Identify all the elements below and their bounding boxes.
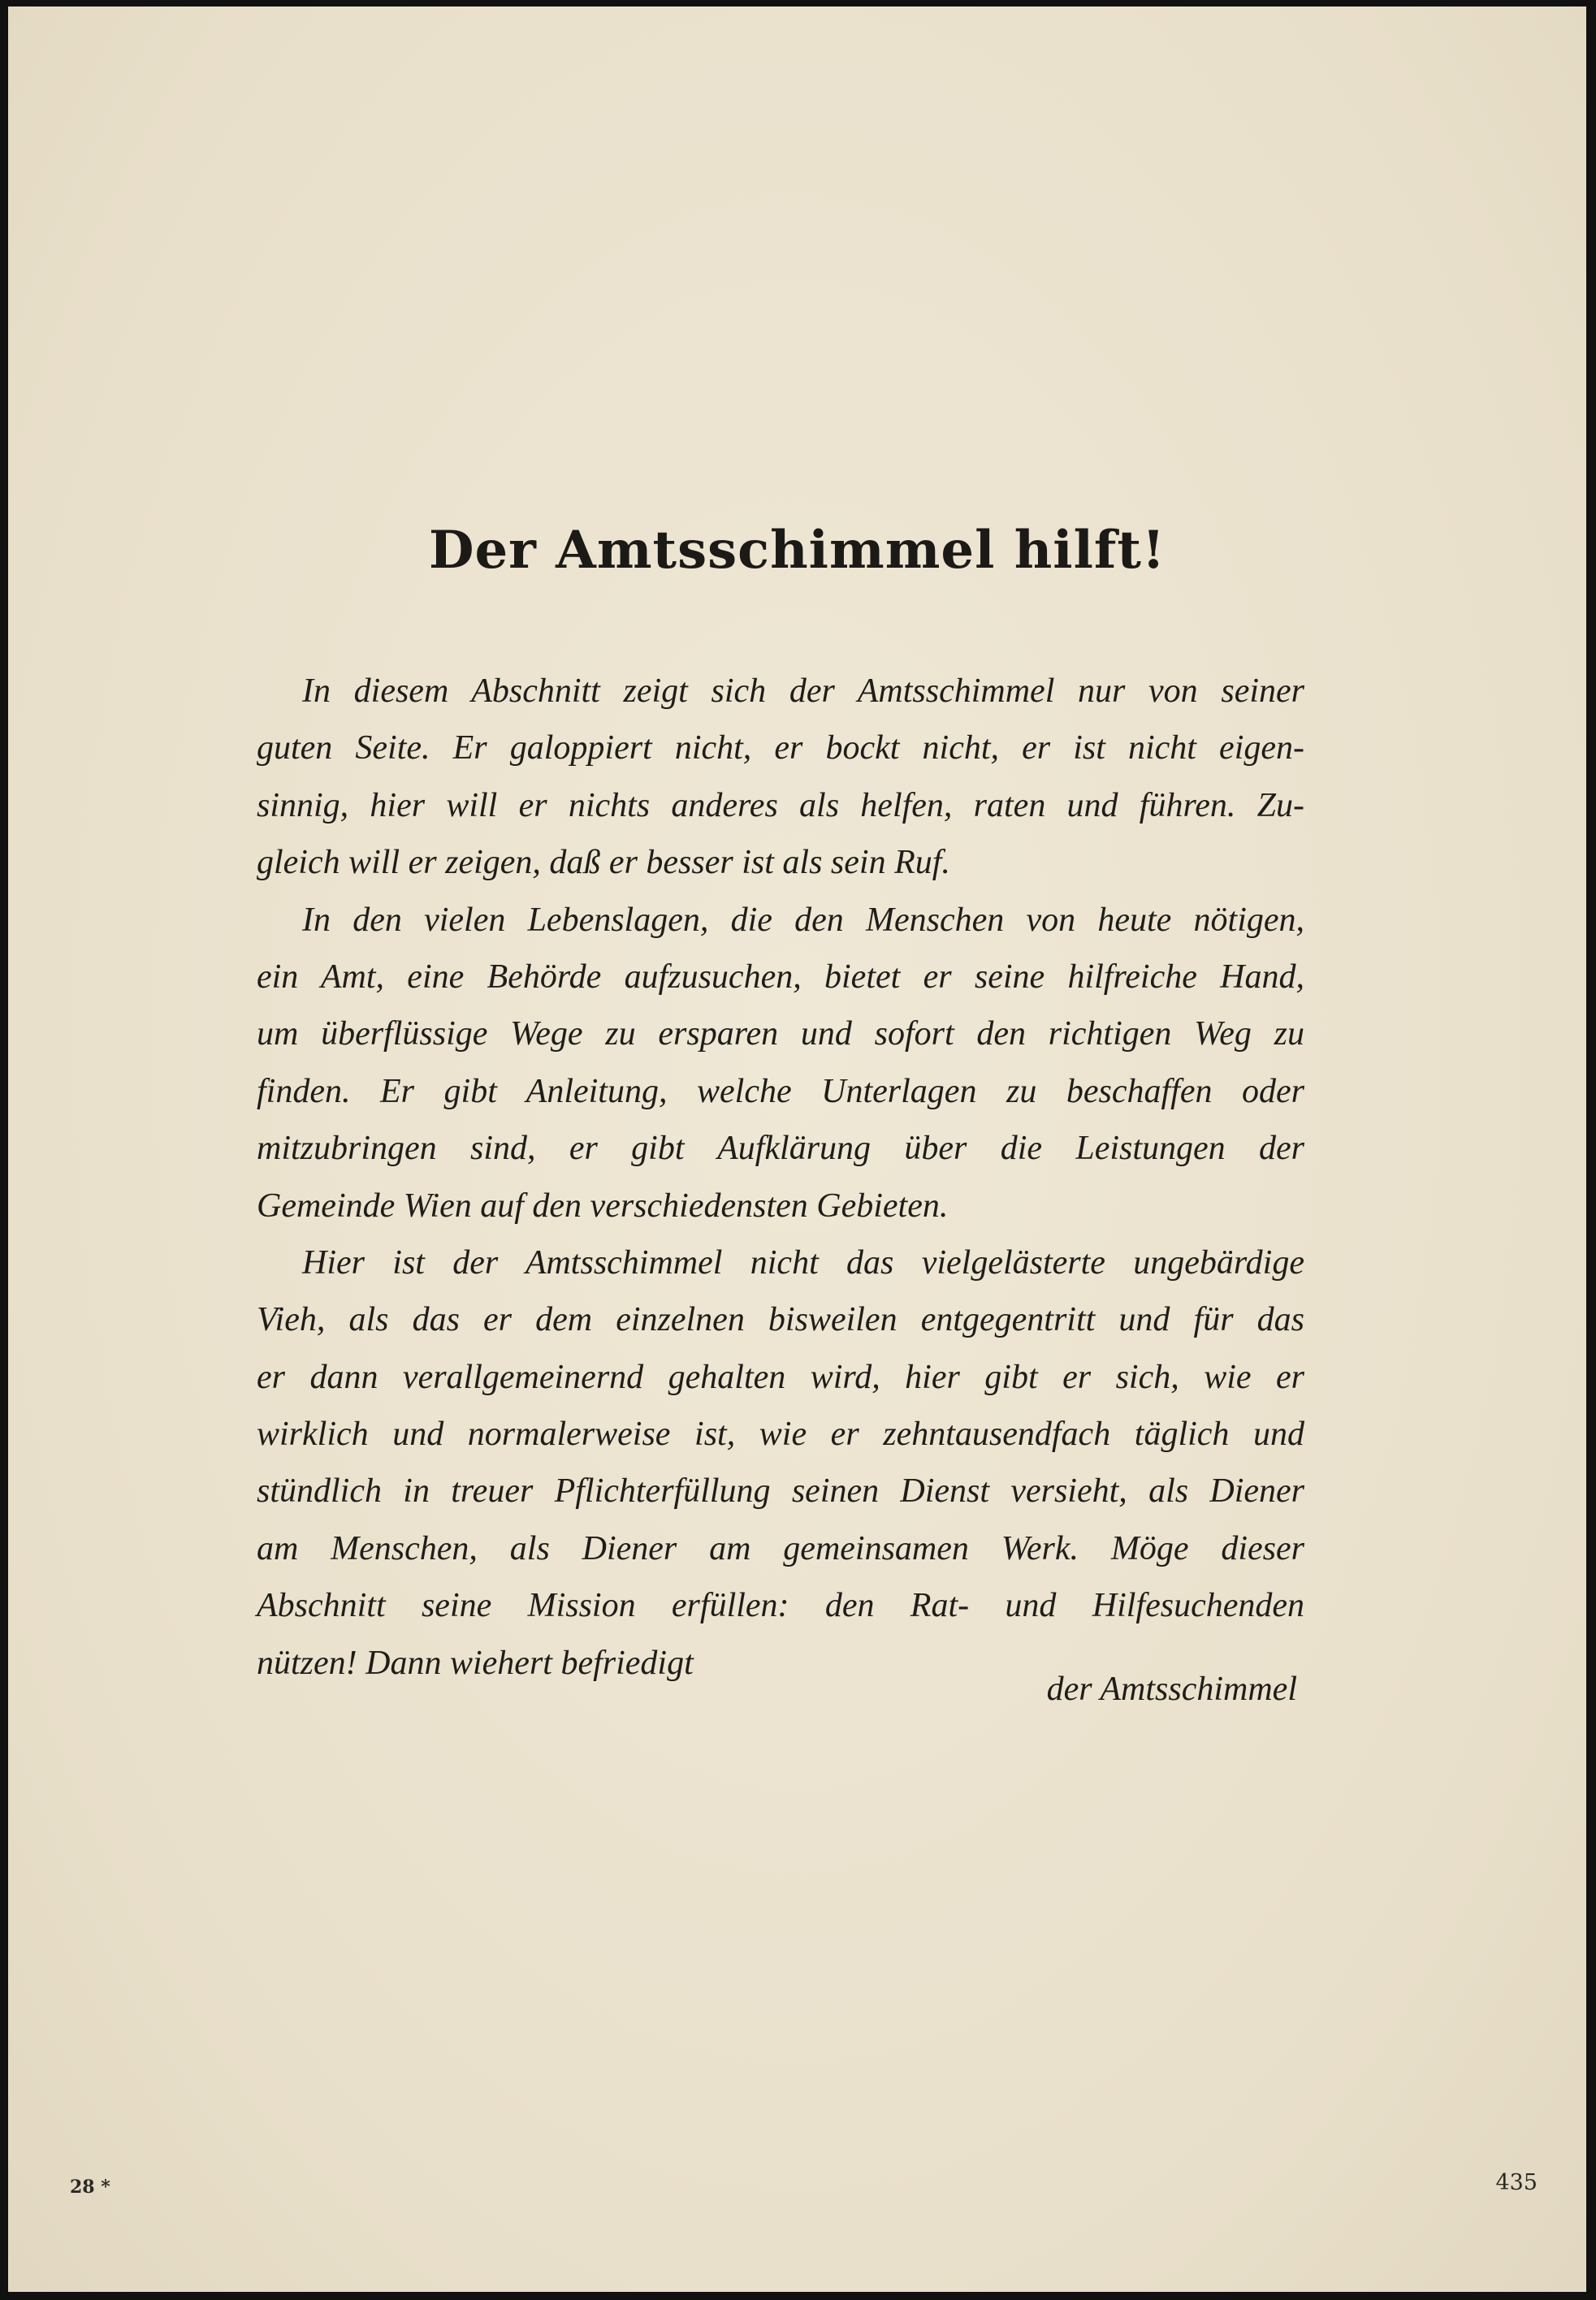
page — [8, 6, 1586, 2292]
text-line: nützen! Dann wiehert befriedigt — [257, 1644, 694, 1682]
signature-mark: 28 * — [70, 2177, 110, 2198]
text-line: sinnig, hier will er nichts anderes als helfen, raten und führen. Zu- — [257, 786, 1304, 824]
text-line: Gemeinde Wien auf den verschiedensten Gebieten. — [257, 1187, 949, 1225]
text-line: In den vielen Lebenslagen, die den Menschen von heute nötigen, — [302, 901, 1304, 939]
page-number: 435 — [1495, 2170, 1538, 2195]
text-line: In diesem Abschnitt zeigt sich der Amtsschimmel nur von seiner — [302, 672, 1304, 710]
text-line: Abschnitt seine Mission erfüllen: den Rat- und Hilfesuchenden — [257, 1587, 1304, 1625]
page-title: Der Amtsschimmel hilft! — [428, 520, 1166, 581]
text-line: Hier ist der Amtsschimmel nicht das vielgelästerte ungebärdige — [302, 1243, 1304, 1282]
text-line: wirklich und normalerweise ist, wie er zehntausendfach täglich und — [257, 1416, 1304, 1454]
text-line: guten Seite. Er galoppiert nicht, er bockt nicht, er ist nicht eigen- — [257, 729, 1304, 767]
text-line: Vieh, als das er dem einzelnen bisweilen entgegentritt und für das — [257, 1301, 1304, 1339]
body-text — [257, 663, 1304, 1692]
text-line: mitzubringen sind, er gibt Aufklärung über die Leistungen der — [257, 1130, 1304, 1168]
text-line: stündlich in treuer Pflichterfüllung seinen Dienst versieht, als Diener — [257, 1472, 1304, 1511]
text-line: er dann verallgemeinernd gehalten wird, hier gibt er sich, wie er — [257, 1358, 1304, 1396]
text-line: um überflüssige Wege zu ersparen und sofort den richtigen Weg zu — [257, 1015, 1304, 1053]
signature: der Amtsschimmel — [1046, 1671, 1297, 1708]
text-line: finden. Er gibt Anleitung, welche Unterlagen zu beschaffen oder — [257, 1072, 1304, 1110]
text-line: ein Amt, eine Behörde aufzusuchen, bietet er seine hilfreiche Hand, — [257, 958, 1304, 996]
text-line: gleich will er zeigen, daß er besser ist als sein Ruf. — [257, 844, 950, 882]
text-line: am Menschen, als Diener am gemeinsamen Werk. Möge dieser — [257, 1529, 1304, 1567]
